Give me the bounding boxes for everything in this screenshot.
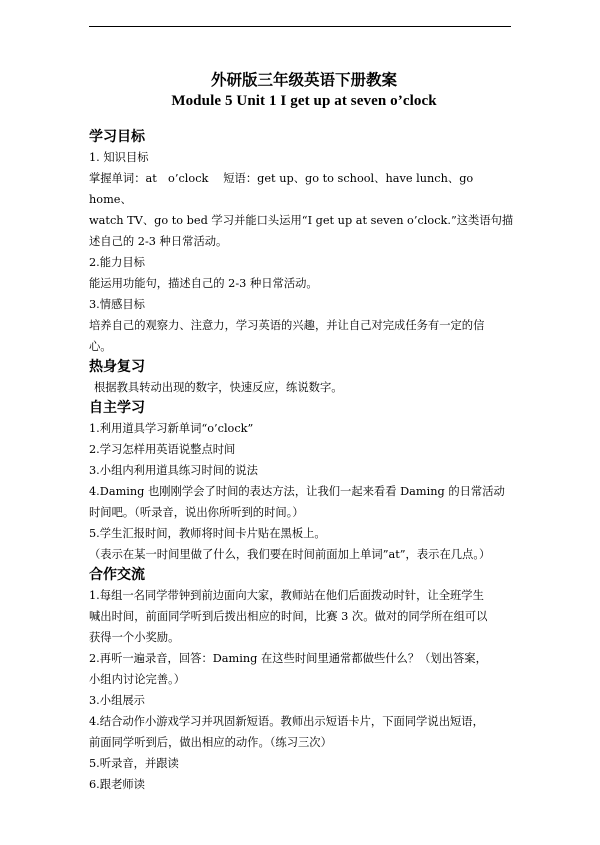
lesson-plan-document [89, 70, 519, 795]
paragraph-line: 1. 知识目标 [89, 151, 149, 164]
section-heading: 自主学习 [89, 400, 145, 416]
paragraph-line: 小组内讨论完善。） [89, 673, 186, 686]
paragraph-line: 根据教具转动出现的数字，快速反应，练说数字。 [94, 381, 343, 394]
header-rule [89, 26, 511, 27]
section-cooperation [89, 565, 519, 795]
paragraph-line: 3.小组展示 [89, 694, 145, 707]
section-heading: 学习目标 [89, 129, 145, 145]
document-title: 外研版三年级英语下册教案 [210, 70, 397, 89]
paragraph-line: 2.再听一遍录音，回答：Daming 在这些时间里通常都做些什么？（划出答案， [89, 652, 487, 665]
paragraph-line: 3.情感目标 [89, 298, 145, 311]
section-heading: 合作交流 [89, 567, 145, 583]
paragraph-line: 6.跟老师读 [89, 778, 145, 791]
paragraph-line: 4.结合动作小游戏学习并巩固新短语。教师出示短语卡片，下面同学说出短语， [89, 715, 484, 728]
paragraph-line: 喊出时间，前面同学听到后拨出相应的时间，比赛 3 次。做对的同学所在组可以 [89, 610, 488, 623]
paragraph-line: 能运用功能句，描述自己的 2-3 种日常活动。 [89, 277, 318, 290]
paragraph-line: 3.小组内利用道具练习时间的说法 [89, 464, 258, 477]
paragraph-line: 获得一个小奖励。 [89, 631, 180, 644]
paragraph-line: 4.Daming 也刚刚学会了时间的表达方法，让我们一起来看看 Daming 的日常活动 [89, 485, 505, 498]
paragraph-line: 5.听录音，并跟读 [89, 757, 179, 770]
paragraph-line: 5.学生汇报时间，教师将时间卡片贴在黑板上。 [89, 527, 326, 540]
section-heading: 热身复习 [89, 359, 145, 375]
document-subtitle: Module 5 Unit 1 I get up at seven o’clock [171, 93, 437, 109]
paragraph-line: 心。 [89, 340, 112, 353]
paragraph-line: 2.能力目标 [89, 256, 145, 269]
section-self-study [89, 398, 519, 565]
paragraph-line: 培养自己的观察力、注意力，学习英语的兴趣，并让自己对完成任务有一定的信 [89, 319, 485, 332]
paragraph-line: 2.学习怎样用英语说整点时间 [89, 443, 236, 456]
section-learning-goals [89, 127, 519, 357]
paragraph-line: 掌握单词：at o’clock 短语：get up、go to school、have lunch、go home、 [89, 172, 474, 206]
paragraph-line: watch TV、go to bed 学习并能口头运用“I get up at seven o’clock.”这类语句描 [89, 214, 514, 227]
paragraph-line: 前面同学听到后，做出相应的动作。（练习三次） [89, 736, 332, 749]
paragraph-line: 述自己的 2-3 种日常活动。 [89, 235, 228, 248]
paragraph-line: 时间吧。（听录音，说出你所听到的时间。） [89, 506, 304, 519]
paragraph-line: 1.每组一名同学带钟到前边面向大家，教师站在他们后面拨动时针，让全班学生 [89, 589, 484, 602]
section-warm-up [89, 357, 519, 398]
paragraph-line: （表示在某一时间里做了什么，我们要在时间前面加上单词”at”，表示在几点。） [89, 548, 491, 561]
paragraph-line: 1.利用道具学习新单词“o’clock” [89, 422, 254, 435]
